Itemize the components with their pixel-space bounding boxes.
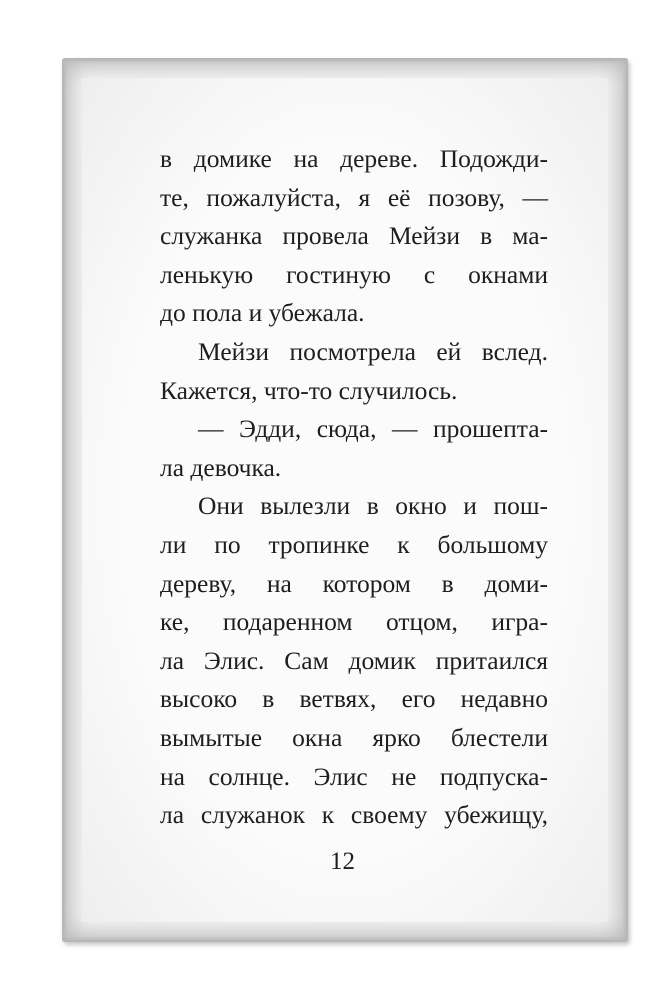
page-number: 12: [330, 848, 355, 875]
text-line: ли по тропинке к большому: [160, 529, 548, 559]
text-line: Они вылезли в окно и пош-: [198, 491, 548, 521]
text-line: те, пожалуйста, я её позову, —: [160, 182, 548, 212]
text-line: в домике на дереве. Подожди-: [160, 144, 548, 173]
body-text: [160, 140, 548, 835]
text-line: Мейзи посмотрела ей вслед.: [198, 336, 548, 366]
text-line: ла служанок к своему убежищу,: [160, 800, 548, 830]
text-line: дереву, на котором в доми-: [160, 568, 548, 598]
text-line: на солнце. Элис не подпуска-: [160, 761, 548, 791]
text-line: ла Элис. Сам домик притаился: [160, 645, 548, 675]
text-line: до пола и убежала.: [160, 298, 365, 328]
text-line: ке, подаренном отцом, игра-: [160, 607, 548, 637]
text-line: Кажется, что-то случилось.: [160, 375, 458, 405]
text-line: служанка провела Мейзи в ма-: [160, 221, 548, 251]
text-line: вымытые окна ярко блестели: [160, 722, 548, 752]
text-line: — Эдди, сюда, — прошепта-: [198, 414, 548, 444]
text-line: высоко в ветвях, его недавно: [160, 684, 548, 714]
text-line: ла девочка.: [160, 452, 282, 482]
text-line: ленькую гостиную с окнами: [160, 259, 548, 289]
